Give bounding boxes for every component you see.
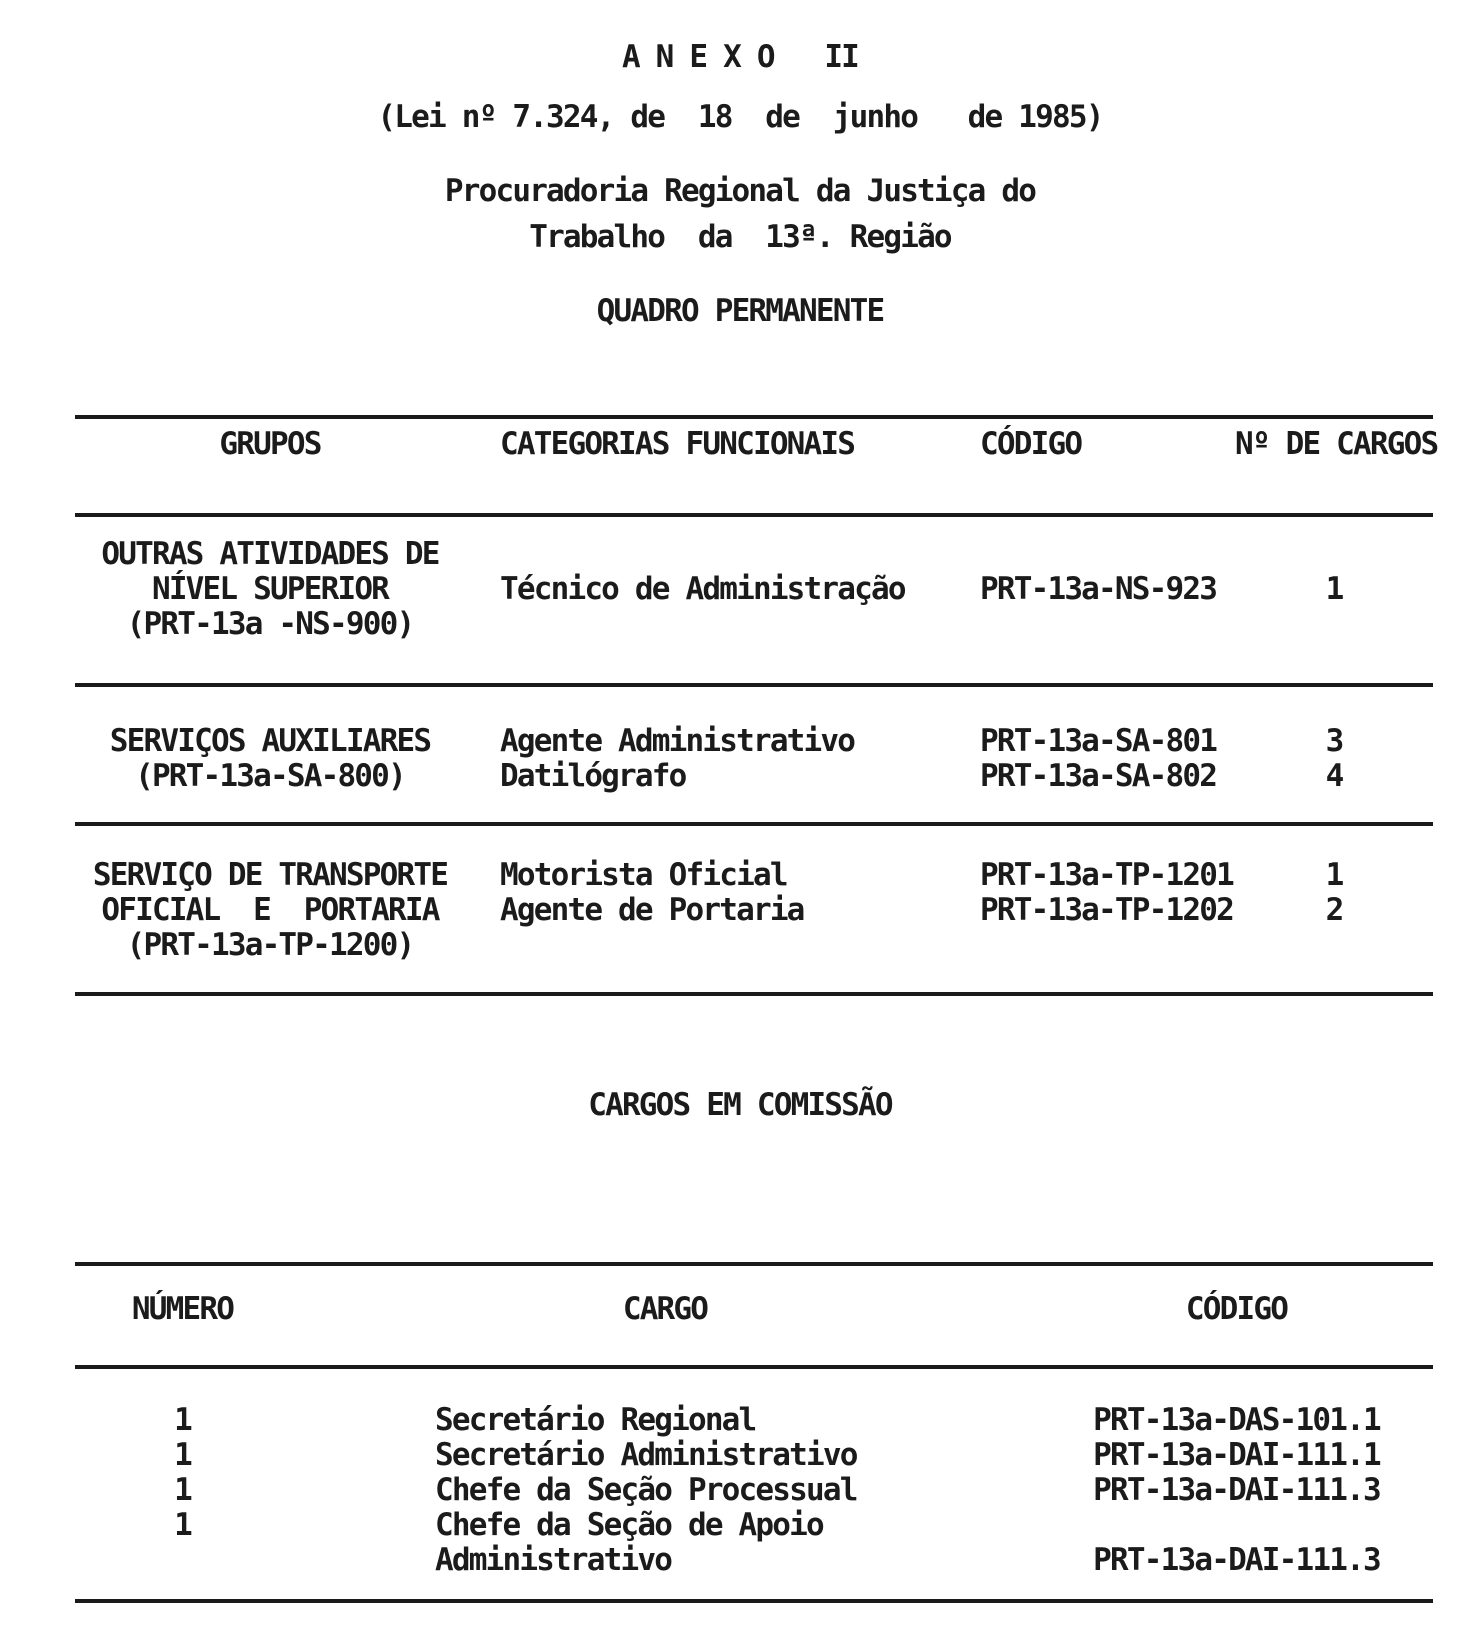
num-cargos-value: 2 [1325,892,1343,928]
categoria-cell [500,687,980,822]
categoria-value: Técnico de Administração [500,571,905,607]
categoria-value: Agente de Portaria [500,892,804,928]
codigo-value: PRT-13a-SA-802 [980,758,1217,794]
table-row [75,1473,1433,1508]
codigo-value: PRT-13a-DAI-111.3 [1093,1472,1380,1508]
grupo-line: OUTRAS ATIVIDADES DE [101,536,439,572]
codigo-cell [980,687,1235,822]
grupo-line: OFICIAL E PORTARIA [101,892,439,928]
section-title-quadro-permanente: QUADRO PERMANENTE [596,293,884,329]
table-header-row [75,1266,1433,1365]
cargo-value: Secretário Administrativo [435,1437,857,1473]
numero-value [75,1543,290,1578]
organization-line-2: Trabalho da 13ª. Região [529,219,951,255]
codigo-value: PRT-13a-DAS-101.1 [1093,1402,1380,1438]
grupo-line: SERVIÇO DE TRANSPORTE [92,857,448,893]
grupo-cell [75,517,500,683]
cargo-value: Administrativo [435,1542,672,1578]
column-header-grupos: GRUPOS [219,426,321,462]
num-cargos-value: 3 [1325,723,1343,759]
categoria-value: Motorista Oficial [500,857,787,893]
cargos-em-comissao-table [75,1262,1433,1603]
categoria-value: Agente Administrativo [500,723,855,759]
codigo-cell [980,517,1235,683]
table-header-row [75,419,1438,513]
cargo-value: Chefe da Seção Processual [435,1472,857,1508]
grupo-line: (PRT-13a -NS-900) [126,606,414,642]
cargo-value: Secretário Regional [435,1402,756,1438]
cargo-value: Chefe da Seção de Apoio [435,1507,823,1543]
numero-value: 1 [174,1472,191,1508]
column-header-cargo: CARGO [622,1291,708,1327]
categoria-value: Datilógrafo [500,758,686,794]
numero-value: 1 [174,1507,191,1543]
codigo-value: PRT-13a-DAI-111.1 [1093,1437,1380,1473]
table-row [75,1543,1433,1578]
codigo-value [1040,1508,1433,1543]
num-cargos-cell [1235,687,1433,822]
numero-value: 1 [174,1437,191,1473]
grupo-line: SERVIÇOS AUXILIARES [109,723,431,759]
table-row [75,1403,1433,1438]
table-rule [75,992,1433,996]
grupo-cell [75,687,500,822]
categoria-cell [500,517,980,683]
section-title-cargos-em-comissao: CARGOS EM COMISSÃO [588,1087,892,1123]
num-cargos-value: 1 [1325,857,1343,893]
table-row [75,687,1433,822]
table-body [75,1369,1433,1599]
table-row [75,517,1433,683]
column-header-codigo: CÓDIGO [1185,1291,1288,1327]
organization-line-1: Procuradoria Regional da Justiça do [444,173,1036,209]
grupo-cell [75,826,500,992]
table-row [75,1438,1433,1473]
codigo-value: PRT-13a-NS-923 [980,571,1217,607]
numero-value: 1 [174,1402,191,1438]
table-row [75,826,1433,992]
table-rule [75,1599,1433,1603]
codigo-value: PRT-13a-DAI-111.3 [1093,1542,1380,1578]
num-cargos-value: 1 [1325,571,1343,607]
column-header-numero: NÚMERO [131,1291,234,1327]
codigo-cell [980,826,1235,992]
num-cargos-value: 4 [1325,758,1343,794]
quadro-permanente-table [75,415,1438,996]
column-header-codigo: CÓDIGO [980,426,1082,462]
codigo-value: PRT-13a-TP-1202 [980,892,1233,928]
law-reference-line: (Lei nº 7.324, de 18 de junho de 1985) [377,99,1103,135]
categoria-cell [500,826,980,992]
table-row [75,1508,1433,1543]
grupo-line: (PRT-13a-TP-1200) [126,927,414,963]
num-cargos-cell [1235,517,1433,683]
column-header-num-cargos: Nº DE CARGOS [1235,426,1438,462]
grupo-line: NÍVEL SUPERIOR [151,571,389,607]
num-cargos-cell [1235,826,1433,992]
codigo-value: PRT-13a-TP-1201 [980,857,1233,893]
codigo-value: PRT-13a-SA-801 [980,723,1217,759]
annex-title: A N E X O II [621,39,859,75]
column-header-categorias: CATEGORIAS FUNCIONAIS [500,426,855,462]
grupo-line: (PRT-13a-SA-800) [135,758,405,794]
